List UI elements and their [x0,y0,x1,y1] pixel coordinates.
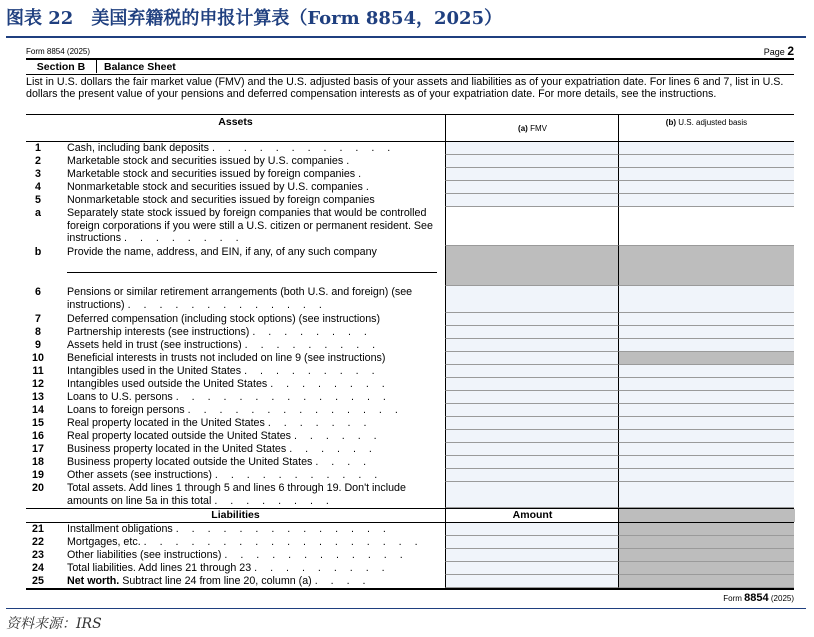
form-line-row [26,339,794,352]
shaded-cell [618,562,794,575]
column-a-heading: (a) FMV [445,115,619,141]
adjusted-basis-input[interactable] [618,326,794,339]
line-number: 19 [32,469,44,481]
column-b-heading: (b) U.S. adjusted basis [618,115,794,141]
adjusted-basis-input[interactable] [618,286,794,313]
amount-input[interactable] [445,549,618,562]
form-id: Form 8854 (2025) [26,47,91,56]
adjusted-basis-input[interactable] [618,142,794,155]
leader-dots: . . . . . . . . . . . . . . [175,523,391,535]
shaded-cell [618,523,794,536]
line-number: 4 [35,181,41,193]
line-number: 2 [35,155,41,167]
line-description [67,378,439,391]
line-number: 7 [35,313,41,325]
line-number: 3 [35,168,41,180]
fmv-input[interactable] [445,155,618,168]
line-number: 13 [32,391,44,403]
form-line-row [26,549,794,562]
line-description [67,313,439,326]
line-description [67,523,439,536]
liabilities-heading: Liabilities [211,509,260,521]
fmv-input[interactable] [445,286,618,313]
leader-dots: . [365,181,374,193]
leader-dots: . . . . . . . . [252,326,372,338]
adjusted-basis-input[interactable] [618,469,794,482]
form-line-row [26,536,794,549]
line-label: Provide the name, address, and EIN, if any, of any such company [67,246,377,258]
adjusted-basis-input[interactable] [618,404,794,417]
line-description [67,536,439,549]
adjusted-basis-input[interactable] [618,207,794,246]
fmv-input[interactable] [445,391,618,404]
fmv-input[interactable] [445,378,618,391]
form-line-row [26,523,794,536]
line-bold-prefix: Net worth. [67,575,120,587]
line-description [67,207,439,245]
line-description [67,549,439,562]
fmv-input[interactable] [445,404,618,417]
leader-dots: . [346,155,355,167]
line-number: 25 [32,575,44,587]
line-number: 10 [32,352,44,364]
line-number: 21 [32,523,44,535]
leader-dots: . . . . . . . . . . . . [211,142,396,154]
leader-dots: . . . . [315,456,372,468]
line-description [67,469,439,482]
form-line-row [26,417,794,430]
leader-dots: . . . . . . . [267,417,372,429]
form-line-row [26,326,794,339]
fmv-input[interactable] [445,352,618,365]
line-label: Business property located outside the United States [67,456,313,468]
line-label: Loans to U.S. persons [67,391,173,403]
line-description [67,443,439,456]
line-description [67,562,439,575]
line-number: 20 [32,482,44,494]
form-line-row [26,313,794,326]
amount-heading: Amount [445,509,619,522]
form-line-row [26,246,794,286]
form-line-row [26,352,794,365]
line-description [67,482,439,507]
line-label: Cash, including bank deposits [67,142,209,154]
line-label: Beneficial interests in trusts not included on line 9 (see instructions) [67,352,386,364]
line-label: Real property located in the United States [67,417,265,429]
line-label: Other liabilities (see instructions) [67,549,222,561]
line-label: Installment obligations [67,523,173,535]
line-description [67,286,439,311]
form-line-row [26,365,794,378]
line-description [67,326,439,339]
form-line-row [26,404,794,417]
assets-heading: Assets [218,116,253,128]
line-label: Marketable stock and securities issued by U.S. companies [67,155,344,167]
line-description [67,155,439,168]
line-label: Nonmarketable stock and securities issued by U.S. companies [67,181,363,193]
fmv-input[interactable] [445,326,618,339]
leader-dots: . . . . . . . . [270,378,390,390]
adjusted-basis-input[interactable] [618,194,794,207]
page-number: Page 2 [763,44,794,58]
form-line-row [26,155,794,168]
line-description [67,417,439,430]
leader-dots: . . . . . . . . . . . . . [127,298,327,311]
line-number: 16 [32,430,44,442]
company-info-field[interactable] [67,260,437,273]
shaded-header-cell [618,509,795,522]
line-label: Mortgages, etc. [67,536,141,548]
line-label: Pensions or similar retirement arrangements (both U.S. and foreign) (see instructions) [67,286,413,311]
fmv-input[interactable] [445,142,618,155]
form-line-row [26,378,794,391]
form-line-row [26,181,794,194]
line-description [67,456,439,469]
form-line-row [26,482,794,508]
adjusted-basis-input[interactable] [618,168,794,181]
shaded-cell [445,246,618,286]
line-description [67,404,439,417]
shaded-cell [618,536,794,549]
line-label: Deferred compensation (including stock options) (see instructions) [67,313,381,325]
line-label: Nonmarketable stock and securities issued by foreign companies [67,194,375,206]
leader-dots: . . . . . . . . [124,232,244,244]
line-number: 18 [32,456,44,468]
liabilities-header [26,508,794,523]
line-number: 23 [32,549,44,561]
line-description [67,391,439,404]
adjusted-basis-input[interactable] [618,378,794,391]
adjusted-basis-input[interactable] [618,181,794,194]
adjusted-basis-input[interactable] [618,482,794,508]
line-label: Other assets (see instructions) [67,469,212,481]
line-description [67,142,439,155]
form-line-row [26,456,794,469]
section-label: Section B [26,60,97,73]
line-number: b [34,246,42,258]
adjusted-basis-input[interactable] [618,313,794,326]
fmv-input[interactable] [445,194,618,207]
form-line-row [26,391,794,404]
fmv-input[interactable] [445,339,618,352]
shaded-cell [618,575,794,588]
line-number: 8 [35,326,41,338]
adjusted-basis-input[interactable] [618,456,794,469]
line-description [67,246,439,259]
line-label: Marketable stock and securities issued by foreign companies [67,168,356,180]
form-footer-id: Form 8854 (2025) [723,592,794,604]
adjusted-basis-input[interactable] [618,155,794,168]
liabilities-table [26,523,794,588]
line-description [67,352,439,365]
line-label: Loans to foreign persons [67,404,185,416]
line-label: Partnership interests (see instructions) [67,326,250,338]
form-line-row [26,443,794,456]
form-line-row [26,142,794,155]
adjusted-basis-input[interactable] [618,391,794,404]
shaded-cell [618,246,794,286]
fmv-input[interactable] [445,365,618,378]
instructions-text: List in U.S. dollars the fair market value (FMV) and the U.S. adjusted basis of your assets and liabilities as of your expatriation date. For lines 6 and 7, list in U.S. dollars the present value of your pensions and deferred compensation interests as of your expatriation date. For more details, see the instructions. [26,76,784,101]
leader-dots: . . . . . . [293,430,382,442]
form-line-row [26,430,794,443]
amount-input[interactable] [445,575,618,588]
section-title: Balance Sheet [104,61,176,73]
form-line-row [26,286,794,313]
adjusted-basis-input[interactable] [618,417,794,430]
line-description [67,575,439,588]
leader-dots: . . . . . . . . . . . . . . [187,404,403,416]
form-8854-page [26,44,794,604]
leader-dots: . . . . . . . . . . . . . . [175,391,391,403]
line-number: 15 [32,417,44,429]
leader-dots: . . . . [314,575,371,587]
line-description [67,168,439,181]
leader-dots: . [358,168,367,180]
form-header [26,44,794,60]
fmv-input[interactable] [445,456,618,469]
table-header [26,114,794,142]
form-line-row [26,469,794,482]
assets-table [26,142,794,508]
line-label: Subtract line 24 from line 20, column (a) [119,575,312,587]
line-number: 14 [32,404,44,416]
leader-dots: . . . . . . . . . [244,365,380,377]
line-label: Intangibles used in the United States [67,365,242,377]
fmv-input[interactable] [445,469,618,482]
amount-input[interactable] [445,523,618,536]
line-number: a [35,207,41,219]
line-number: 12 [32,378,44,390]
fmv-input[interactable] [445,207,618,246]
line-label: Real property located outside the United States [67,430,291,442]
line-description [67,339,439,352]
leader-dots: . . . . . . . . . . . . . . . . . . [143,536,423,548]
amount-input[interactable] [445,536,618,549]
line-label: Total assets. Add lines 1 through 5 and lines 6 through 19. Don't include amounts on line 5a in this total [67,482,406,507]
line-label: Total liabilities. Add lines 21 through 23 [67,562,252,574]
leader-dots: . . . . . . . . . [244,339,381,351]
form-line-row [26,575,794,588]
leader-dots: . . . . . . . . . [254,562,390,574]
adjusted-basis-input[interactable] [618,430,794,443]
line-number: 6 [35,286,41,298]
fmv-input[interactable] [445,430,618,443]
line-label: Separately state stock issued by foreign companies that would be controlled foreign corporations if you were still a U.S. citizen or permanent resident. See instructions [67,207,433,244]
fmv-input[interactable] [445,443,618,456]
line-number: 17 [32,443,44,455]
amount-input[interactable] [445,562,618,575]
leader-dots: . . . . . . . . [214,494,334,507]
figure-title: 图表 22 美国弃籍税的申报计算表（Form 8854，2025） [6,4,806,38]
form-line-row [26,168,794,181]
fmv-input[interactable] [445,313,618,326]
line-number: 1 [35,142,41,154]
fmv-input[interactable] [445,168,618,181]
fmv-input[interactable] [445,417,618,430]
line-description [67,194,439,207]
line-description [67,181,439,194]
line-number: 11 [32,365,44,377]
shaded-cell [618,352,794,365]
line-description [67,430,439,443]
source-note: 资料来源：IRS [6,608,806,633]
form-line-row [26,207,794,246]
adjusted-basis-input[interactable] [618,365,794,378]
leader-dots: . . . . . . . . . . . . [224,549,408,561]
line-number: 9 [35,339,41,351]
line-label: Assets held in trust (see instructions) [67,339,242,351]
form-line-row [26,562,794,575]
line-label: Intangibles used outside the United States [67,378,268,390]
form-footer [26,588,794,604]
leader-dots: . . . . . . [289,443,377,455]
form-line-row [26,194,794,207]
line-number: 22 [32,536,44,548]
fmv-input[interactable] [445,482,618,508]
line-number: 24 [32,562,44,574]
leader-dots: . . . . . . . . . . . [214,469,383,481]
adjusted-basis-input[interactable] [618,339,794,352]
line-number: 5 [35,194,41,206]
line-label: Business property located in the United States [67,443,287,455]
adjusted-basis-input[interactable] [618,443,794,456]
line-description [67,365,439,378]
section-bar [26,60,794,75]
fmv-input[interactable] [445,181,618,194]
shaded-cell [618,549,794,562]
